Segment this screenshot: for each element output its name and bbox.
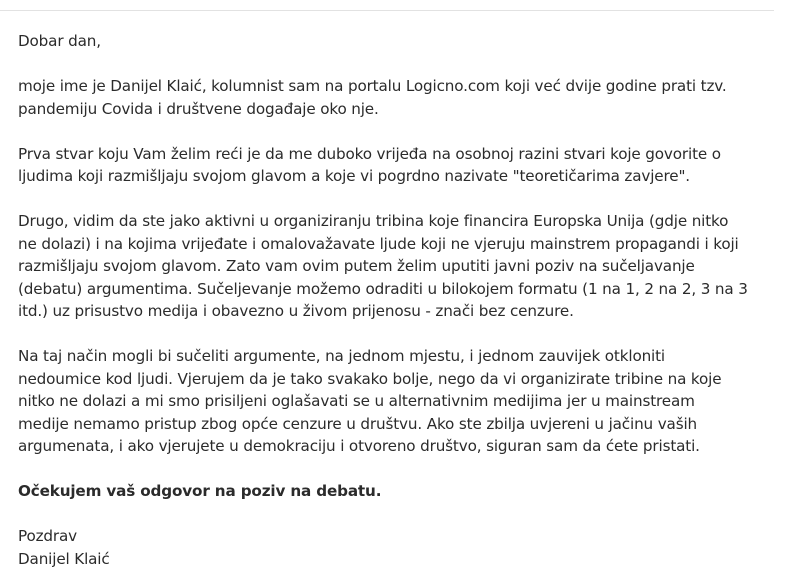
text-line: moje ime je Danijel Klaić, kolumnist sam na portalu Logicno.com koji već dvije godine prati tzv. xyxy=(18,77,727,95)
text-line: Na taj način mogli bi sučeliti argumente, na jednom mjestu, i jednom zauvijek otkloniti xyxy=(18,347,666,365)
email-signature: Danijel Klaić xyxy=(18,549,110,568)
text-line: itd.) uz prisustvo medija i obavezno u živom prijenosu - znači bez cenzure. xyxy=(18,302,574,320)
email-call-to-action: Očekujem vaš odgovor na poziv na debatu. xyxy=(18,482,382,500)
email-body xyxy=(18,30,782,570)
text-line: Drugo, vidim da ste jako aktivni u organiziranju tribina koje financira Europska Unija (gdje nitko xyxy=(18,212,729,230)
email-paragraph-argument xyxy=(18,345,782,458)
text-line: nitko ne dolazi a mi smo prisiljeni oglašavati se u alternativnim medijima jer u mainstream xyxy=(18,392,695,410)
text-line: (debatu) argumentima. Sučeljevanje možemo odraditi u bilokojem formatu (1 na 1, 2 na 2, 3 na 3 xyxy=(18,279,748,298)
email-paragraph-second-point xyxy=(18,210,782,323)
email-closing xyxy=(18,525,782,570)
email-paragraph-first-point xyxy=(18,143,782,188)
text-line: medije nemamo pristup zbog opće cenzure u društvu. Ako ste zbilja uvjereni u jačinu vaših xyxy=(18,414,698,433)
email-sign-off: Pozdrav xyxy=(18,527,78,545)
email-paragraph-intro xyxy=(18,75,782,120)
text-line: ne dolazi) i na kojima vrijeđate i omalovažavate ljude koji ne vjeruju mainstrem propagandi i koji xyxy=(18,234,739,253)
text-line: Prva stvar koju Vam želim reći je da me duboko vrijeđa na osobnoj razini stvari koje govorite o xyxy=(18,144,721,163)
email-greeting: Dobar dan, xyxy=(18,32,101,50)
text-line: nedoumice kod ljudi. Vjerujem da je tako svakako bolje, nego da vi organizirate tribine na koje xyxy=(18,369,722,388)
top-divider xyxy=(0,10,774,11)
text-line: pandemiju Covida i društvene događaje oko nje. xyxy=(18,99,379,118)
text-line: razmišljaju svojom glavom. Zato vam ovim putem želim uputiti javni poziv na sučeljavanje xyxy=(18,257,695,275)
text-line: ljudima koji razmišljaju svojom glavom a koje vi pogrdno nazivate "teoretičarima zavjere". xyxy=(18,167,690,185)
text-line: argumenata, i ako vjerujete u demokraciju i otvoreno društvo, siguran sam da ćete pristati. xyxy=(18,437,700,455)
